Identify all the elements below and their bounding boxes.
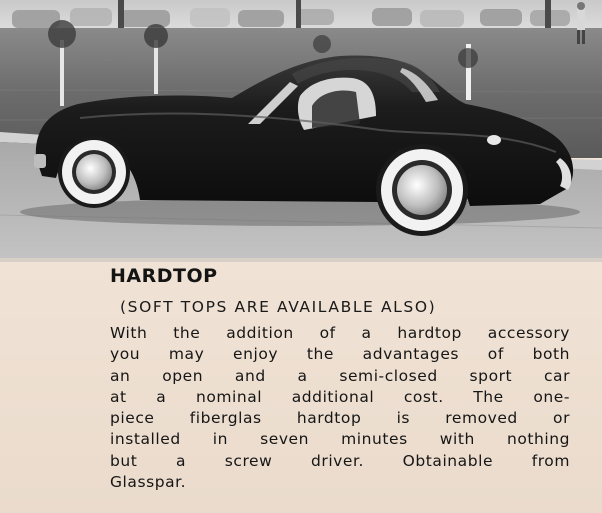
body-line: at a nominal additional cost. The one- (110, 387, 570, 406)
caption-body (110, 323, 570, 493)
body-line: installed in seven minutes with nothing (110, 430, 570, 449)
body-line: but a screw driver. Obtainable from (110, 451, 570, 470)
rear-wheel (58, 136, 130, 208)
caption-block (110, 262, 570, 502)
body-line: an open and a semi-closed sport car (110, 366, 570, 385)
front-wheel (376, 144, 468, 236)
caption-subheading: (SOFT TOPS ARE AVAILABLE ALSO) (120, 298, 437, 316)
body-line: Glasspar. (110, 473, 187, 492)
body-line: With the addition of a hardtop accessory (110, 324, 570, 342)
body-line: piece fiberglas hardtop is removed or (110, 409, 570, 428)
body-line: you may enjoy the advantages of both (110, 345, 570, 364)
caption-heading: HARDTOP (110, 265, 218, 287)
